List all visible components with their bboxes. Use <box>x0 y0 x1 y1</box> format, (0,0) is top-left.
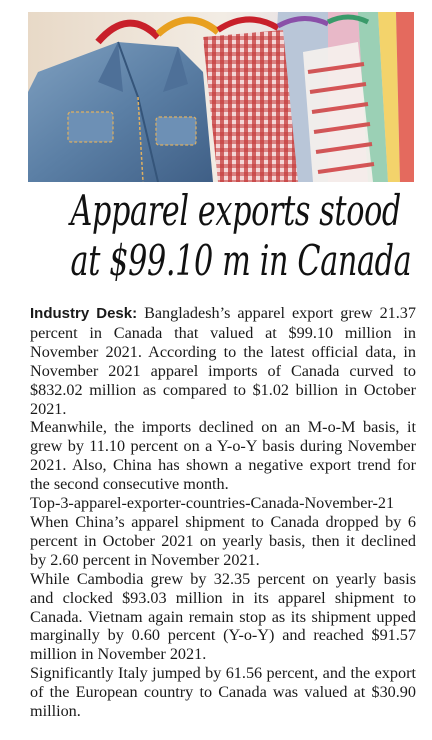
clothes-rack-photo <box>28 12 414 182</box>
article-paragraph: While Cambodia grew by 32.35 percent on yearly basis and clocked $93.03 million in its apparel shipment to Canada. Vietnam again remain stop as its shipment upped marginally by 0.60 percent (Y-o-Y) and reached $91.57 million in November 2021. <box>30 569 416 664</box>
headline <box>70 186 412 286</box>
article-paragraph <box>30 304 416 418</box>
article-paragraph: Top-3-apparel-exporter-countries-Canada-November-21 <box>30 494 395 513</box>
paragraph-text: Bangladesh’s apparel export grew 21.37 percent in Canada that valued at $99.10 million in November 2021. According to the latest official data, in November 2021 apparel imports of Canada curved to $832.02 million as compared to $1.02 billion in October 2021. <box>30 304 416 418</box>
headline-line-1: Apparel exports stood <box>70 186 401 235</box>
dateline: Industry Desk: <box>30 305 138 322</box>
article-paragraph: When China’s apparel shipment to Canada dropped by 6 percent in October 2021 on yearly basis, then it declined by 2.60 percent in November 2021. <box>30 512 416 569</box>
article-body <box>30 304 416 721</box>
headline-line-2: at $99.10 m in Canada <box>70 236 412 285</box>
article-paragraph: Significantly Italy jumped by 61.56 percent, and the export of the European country to Canada was valued at $30.90 million. <box>30 664 416 721</box>
article-paragraph: Meanwhile, the imports declined on an M-o-M basis, it grew by 11.10 percent on a Y-o-Y basis during November 2021. Also, China has shown a negative export trend for the second consecutive month. <box>30 418 416 494</box>
